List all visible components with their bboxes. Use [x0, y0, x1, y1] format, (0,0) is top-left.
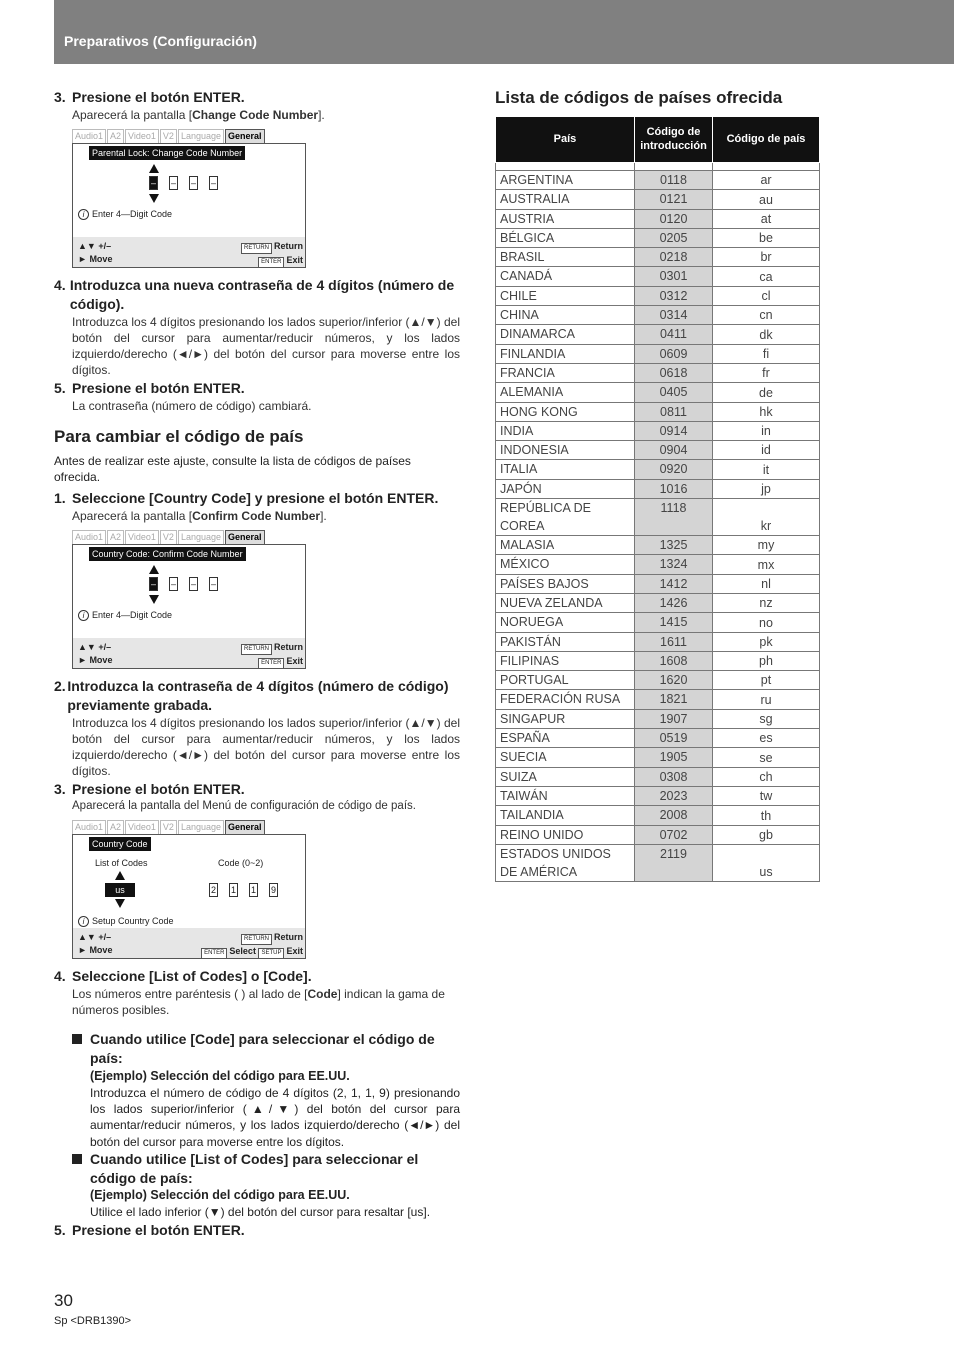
- table-row: [496, 574, 820, 593]
- country-code-cell: id: [713, 441, 820, 460]
- bullet-code-body: (Ejemplo) Selección del código para EE.UU. Introduzca el número de código de 4 dígitos (2, 1, 1, 9) presionando los lados superior/inferior (▲/▼) del botón del cursor para aumentar/reducir números, y los lados izquierdo/derecho (◄/►) del botón del cursor para moverse entre los dígitos.: [90, 1069, 460, 1149]
- input-code-cell: 2008: [635, 806, 713, 825]
- table-row: [496, 286, 820, 305]
- input-code-cell: 0702: [635, 825, 713, 844]
- country-code-cell: no: [713, 613, 820, 632]
- country-cell: FINLANDIA: [496, 344, 635, 363]
- country-code-cell: nz: [713, 593, 820, 612]
- input-code-cell: 1324: [635, 555, 713, 574]
- table-row: [496, 383, 820, 402]
- right-arrow-icon: ►: [78, 945, 87, 956]
- panel-title: Country Code: [89, 837, 151, 851]
- table-row: [496, 325, 820, 344]
- input-code-cell: 0411: [635, 325, 713, 344]
- country-cell: ARGENTINA: [496, 171, 635, 190]
- country-code-cell: es: [713, 729, 820, 748]
- country-cell: ESTADOS UNIDOS DE AMÉRICA: [496, 844, 635, 881]
- table-row: [496, 344, 820, 363]
- updown-icon: ▲▼: [78, 642, 96, 653]
- input-code-cell: 1907: [635, 709, 713, 728]
- table-row: [496, 363, 820, 382]
- country-code-cell: it: [713, 460, 820, 479]
- country-code-cell: pk: [713, 632, 820, 651]
- step-1-body: Aparecerá la pantalla [Confirm Code Number].: [72, 508, 327, 523]
- country-code-cell: my: [713, 536, 820, 555]
- country-cell: INDIA: [496, 421, 635, 440]
- country-cell: DINAMARCA: [496, 325, 635, 344]
- country-code-cell: cn: [713, 306, 820, 325]
- country-code-cell: ca: [713, 267, 820, 286]
- table-row: [496, 306, 820, 325]
- table-row: [496, 555, 820, 574]
- codes-list-title: Lista de códigos de países ofrecida: [495, 88, 783, 107]
- table-row: [496, 499, 820, 536]
- table-row: [496, 460, 820, 479]
- input-code-cell: 1905: [635, 748, 713, 767]
- country-code-cell: gb: [713, 825, 820, 844]
- table-row: [496, 651, 820, 670]
- country-cell: PAÍSES BAJOS: [496, 574, 635, 593]
- screen-tabs: Audio1 A2 Video1 V2 Language General: [72, 820, 306, 834]
- arrow-down-icon: [149, 194, 159, 203]
- country-code-cell: th: [713, 806, 820, 825]
- step-4-new-code: 4. Introduzca una nueva contraseña de 4 dígitos (número de código).: [54, 277, 455, 312]
- input-code-cell: 0609: [635, 344, 713, 363]
- input-code-cell: 0120: [635, 209, 713, 228]
- info-line: i Setup Country Code: [78, 915, 174, 927]
- country-code-cell: ph: [713, 651, 820, 670]
- country-cell: SINGAPUR: [496, 709, 635, 728]
- table-row: [496, 190, 820, 209]
- input-code-cell: 0301: [635, 267, 713, 286]
- panel-title: Country Code: Confirm Code Number: [89, 547, 246, 561]
- table-row: [496, 536, 820, 555]
- input-code-cell: 0205: [635, 228, 713, 247]
- country-cell: FEDERACIÓN RUSA: [496, 690, 635, 709]
- country-code-cell: de: [713, 383, 820, 402]
- country-cell: NORUEGA: [496, 613, 635, 632]
- document-code: Sp <DRB1390>: [54, 1315, 132, 1327]
- country-cell: FILIPINAS: [496, 651, 635, 670]
- country-code-cell: us: [713, 844, 820, 881]
- country-code-cell: ar: [713, 171, 820, 190]
- country-cell: ITALIA: [496, 460, 635, 479]
- step-3-enter: 3. Presione el botón ENTER.: [54, 89, 245, 105]
- arrow-down-icon: [149, 595, 159, 604]
- country-codes-table: [495, 116, 820, 882]
- country-cell: JAPÓN: [496, 479, 635, 498]
- input-code-cell: 1821: [635, 690, 713, 709]
- table-row: [496, 632, 820, 651]
- country-cell: REPÚBLICA DE COREA: [496, 499, 635, 536]
- country-code-cell: mx: [713, 555, 820, 574]
- country-code-cell: se: [713, 748, 820, 767]
- screen-panel: Country Code List of Codes Code (0~2) us 2 1 1 9 i Setup Country Code ▲▼ +/– ► Move RETURN Return ENTER Select SETUP Exit: [72, 834, 306, 959]
- input-code-cell: 1016: [635, 479, 713, 498]
- country-cell: PAKISTÁN: [496, 632, 635, 651]
- table-row: [496, 593, 820, 612]
- table-row: [496, 844, 820, 881]
- right-arrow-icon: ►: [78, 254, 87, 265]
- input-code-cell: 1620: [635, 671, 713, 690]
- input-code-cell: 0308: [635, 767, 713, 786]
- country-cell: TAILANDIA: [496, 806, 635, 825]
- arrow-up-icon: [149, 164, 159, 173]
- country-cell: NUEVA ZELANDA: [496, 593, 635, 612]
- updown-icon: ▲▼: [78, 241, 96, 252]
- country-code-cell: ru: [713, 690, 820, 709]
- table-row: [496, 421, 820, 440]
- table-row: [496, 613, 820, 632]
- input-code-cell: 0519: [635, 729, 713, 748]
- table-row: [496, 171, 820, 190]
- country-code-cell: kr: [713, 499, 820, 536]
- country-code-cell: be: [713, 228, 820, 247]
- input-code-cell: 0904: [635, 441, 713, 460]
- step-3b-enter: 3. Presione el botón ENTER.: [54, 780, 245, 797]
- info-icon: i: [78, 916, 89, 927]
- table-row: [496, 786, 820, 805]
- step-4-body: Introduzca los 4 dígitos presionando los lados superior/inferior (▲/▼) del botón del cursor para aumentar/reducir números, y los lados izquierdo/derecho (◄/►) del botón del cursor para moverse entre los dígitos.: [72, 314, 460, 378]
- country-cell: FRANCIA: [496, 363, 635, 382]
- input-code-cell: 0920: [635, 460, 713, 479]
- screen-footer: ▲▼ +/– ► Move RETURN Return ENTER Exit: [73, 237, 305, 267]
- bullet-list-body: (Ejemplo) Selección del código para EE.UU. Utilice el lado inferior (▼) del botón del cursor para resaltar [us].: [90, 1188, 431, 1220]
- country-cell: PORTUGAL: [496, 671, 635, 690]
- bullet-code: Cuando utilice [Code] para seleccionar el código de país:: [54, 1030, 460, 1068]
- table-row: [496, 402, 820, 421]
- input-code-cell: 1426: [635, 593, 713, 612]
- panel-title: Parental Lock: Change Code Number: [89, 146, 245, 160]
- table-row: [496, 806, 820, 825]
- step-2-enter-code: 2. Introduzca la contraseña de 4 dígitos (número de código) previamente grabada.: [54, 678, 449, 713]
- table-row: [496, 267, 820, 286]
- table-row: [496, 690, 820, 709]
- country-cell: AUSTRIA: [496, 209, 635, 228]
- country-code-cell: at: [713, 209, 820, 228]
- step-4b-body: Los números entre paréntesis ( ) al lado de [Code] indican la gama de números posibles.: [72, 986, 445, 1018]
- screen-change-code: [72, 129, 306, 268]
- info-line: i Enter 4—Digit Code: [78, 609, 172, 621]
- country-cell: BRASIL: [496, 248, 635, 267]
- step-3b-body: Aparecerá la pantalla del Menú de configuración de código de país.: [72, 799, 416, 812]
- step-5b-enter: 5. Presione el botón ENTER.: [54, 1221, 245, 1238]
- table-row: [496, 767, 820, 786]
- arrow-down-icon: [115, 899, 125, 908]
- table-row: [496, 479, 820, 498]
- right-column: [495, 88, 820, 882]
- country-code-cell: au: [713, 190, 820, 209]
- country-cell: MÉXICO: [496, 555, 635, 574]
- page-number: 30: [54, 1291, 73, 1310]
- country-cell: SUECIA: [496, 748, 635, 767]
- country-codes-body: [496, 163, 820, 882]
- country-cell: INDONESIA: [496, 441, 635, 460]
- left-column: [54, 88, 460, 1239]
- updown-icon: ▲▼: [78, 932, 96, 943]
- section-title: Para cambiar el código de país: [54, 426, 304, 446]
- input-code-cell: 2023: [635, 786, 713, 805]
- table-row: [496, 729, 820, 748]
- code-label: Code (0~2): [218, 858, 264, 869]
- input-code-cell: 0218: [635, 248, 713, 267]
- square-bullet-icon: [72, 1034, 82, 1044]
- country-code-cell: cl: [713, 286, 820, 305]
- screen-panel: Country Code: Confirm Code Number – – – – i Enter 4—Digit Code ▲▼ +/– ► Move RETURN Return ENTER Exit: [72, 544, 306, 669]
- info-icon: i: [78, 610, 89, 621]
- country-cell: ALEMANIA: [496, 383, 635, 402]
- header-input-code: Código de introducción: [635, 117, 713, 163]
- arrow-up-icon: [149, 565, 159, 574]
- header-country-code: Código de país: [713, 117, 820, 163]
- right-arrow-icon: ►: [78, 655, 87, 666]
- table-row: [496, 671, 820, 690]
- step-2-body: Introduzca los 4 dígitos presionando los lados superior/inferior (▲/▼) del botón del cursor para aumentar/reducir números, y los lados izquierdo/derecho (◄/►) del botón del cursor para moverse entre los dígitos.: [72, 715, 460, 779]
- input-code-cell: 0618: [635, 363, 713, 382]
- bullet-list: Cuando utilice [List of Codes] para seleccionar el código de país:: [54, 1150, 460, 1188]
- list-of-codes-value[interactable]: us: [105, 883, 135, 897]
- input-code-cell: 2119: [635, 844, 713, 881]
- header-country: País: [496, 117, 635, 163]
- step-5-body: La contraseña (número de código) cambiará.: [72, 398, 312, 413]
- country-cell: TAIWÁN: [496, 786, 635, 805]
- input-code-cell: 1611: [635, 632, 713, 651]
- section-intro: Antes de realizar este ajuste, consulte la lista de códigos de países ofrecida.: [54, 453, 411, 484]
- input-code-cell: 0811: [635, 402, 713, 421]
- country-code-cell: tw: [713, 786, 820, 805]
- screen-footer: ▲▼ +/– ► Move RETURN Return ENTER Select SETUP Exit: [73, 928, 305, 958]
- input-code-cell: 0121: [635, 190, 713, 209]
- step-1-country-code: 1. Seleccione [Country Code] y presione el botón ENTER.: [54, 490, 439, 506]
- country-code-cell: dk: [713, 325, 820, 344]
- country-code-cell: ch: [713, 767, 820, 786]
- input-code-cell: 1415: [635, 613, 713, 632]
- screen-tabs: Audio1 A2 Video1 V2 Language General: [72, 129, 306, 143]
- country-cell: MALASIA: [496, 536, 635, 555]
- info-line: i Enter 4—Digit Code: [78, 208, 172, 220]
- input-code-cell: 1608: [635, 651, 713, 670]
- country-cell: REINO UNIDO: [496, 825, 635, 844]
- country-cell: AUSTRALIA: [496, 190, 635, 209]
- country-cell: BÉLGICA: [496, 228, 635, 247]
- screen-confirm-code: [72, 530, 306, 669]
- screen-country-code: [72, 820, 306, 959]
- input-code-cell: 1325: [635, 536, 713, 555]
- square-bullet-icon: [72, 1154, 82, 1164]
- input-code-cell: 0314: [635, 306, 713, 325]
- country-cell: CHILE: [496, 286, 635, 305]
- input-code-cell: 0118: [635, 171, 713, 190]
- input-code-cell: 1118: [635, 499, 713, 536]
- input-code-cell: 0405: [635, 383, 713, 402]
- country-cell: ESPAÑA: [496, 729, 635, 748]
- country-cell: CANADÁ: [496, 267, 635, 286]
- country-code-cell: fi: [713, 344, 820, 363]
- step-3-body: Aparecerá la pantalla [Change Code Number].: [72, 107, 325, 122]
- table-row: [496, 228, 820, 247]
- step-5-enter: 5. Presione el botón ENTER.: [54, 379, 245, 396]
- screen-footer: ▲▼ +/– ► Move RETURN Return ENTER Exit: [73, 638, 305, 668]
- country-code-cell: in: [713, 421, 820, 440]
- table-row: [496, 441, 820, 460]
- table-row: [496, 748, 820, 767]
- country-cell: CHINA: [496, 306, 635, 325]
- table-row: [496, 248, 820, 267]
- step-4b-select: 4. Seleccione [List of Codes] o [Code].: [54, 968, 312, 985]
- country-code-cell: br: [713, 248, 820, 267]
- arrow-up-icon: [115, 871, 125, 880]
- header-band: [54, 0, 954, 64]
- input-code-cell: 1412: [635, 574, 713, 593]
- screen-tabs: Audio1 A2 Video1 V2 Language General: [72, 530, 306, 544]
- country-cell: HONG KONG: [496, 402, 635, 421]
- country-code-cell: pt: [713, 671, 820, 690]
- input-code-cell: 0914: [635, 421, 713, 440]
- list-label: List of Codes: [95, 858, 148, 869]
- country-code-cell: hk: [713, 402, 820, 421]
- table-row: [496, 709, 820, 728]
- table-row: [496, 825, 820, 844]
- input-code-cell: 0312: [635, 286, 713, 305]
- country-cell: SUIZA: [496, 767, 635, 786]
- country-code-cell: jp: [713, 479, 820, 498]
- screen-panel: Parental Lock: Change Code Number – – – – i Enter 4—Digit Code ▲▼ +/– ► Move RETURN Return ENTER Exit: [72, 143, 306, 268]
- info-icon: i: [78, 209, 89, 220]
- header-title: Preparativos (Configuración): [64, 33, 257, 49]
- country-code-cell: sg: [713, 709, 820, 728]
- country-code-cell: fr: [713, 363, 820, 382]
- country-code-cell: nl: [713, 574, 820, 593]
- table-row: [496, 209, 820, 228]
